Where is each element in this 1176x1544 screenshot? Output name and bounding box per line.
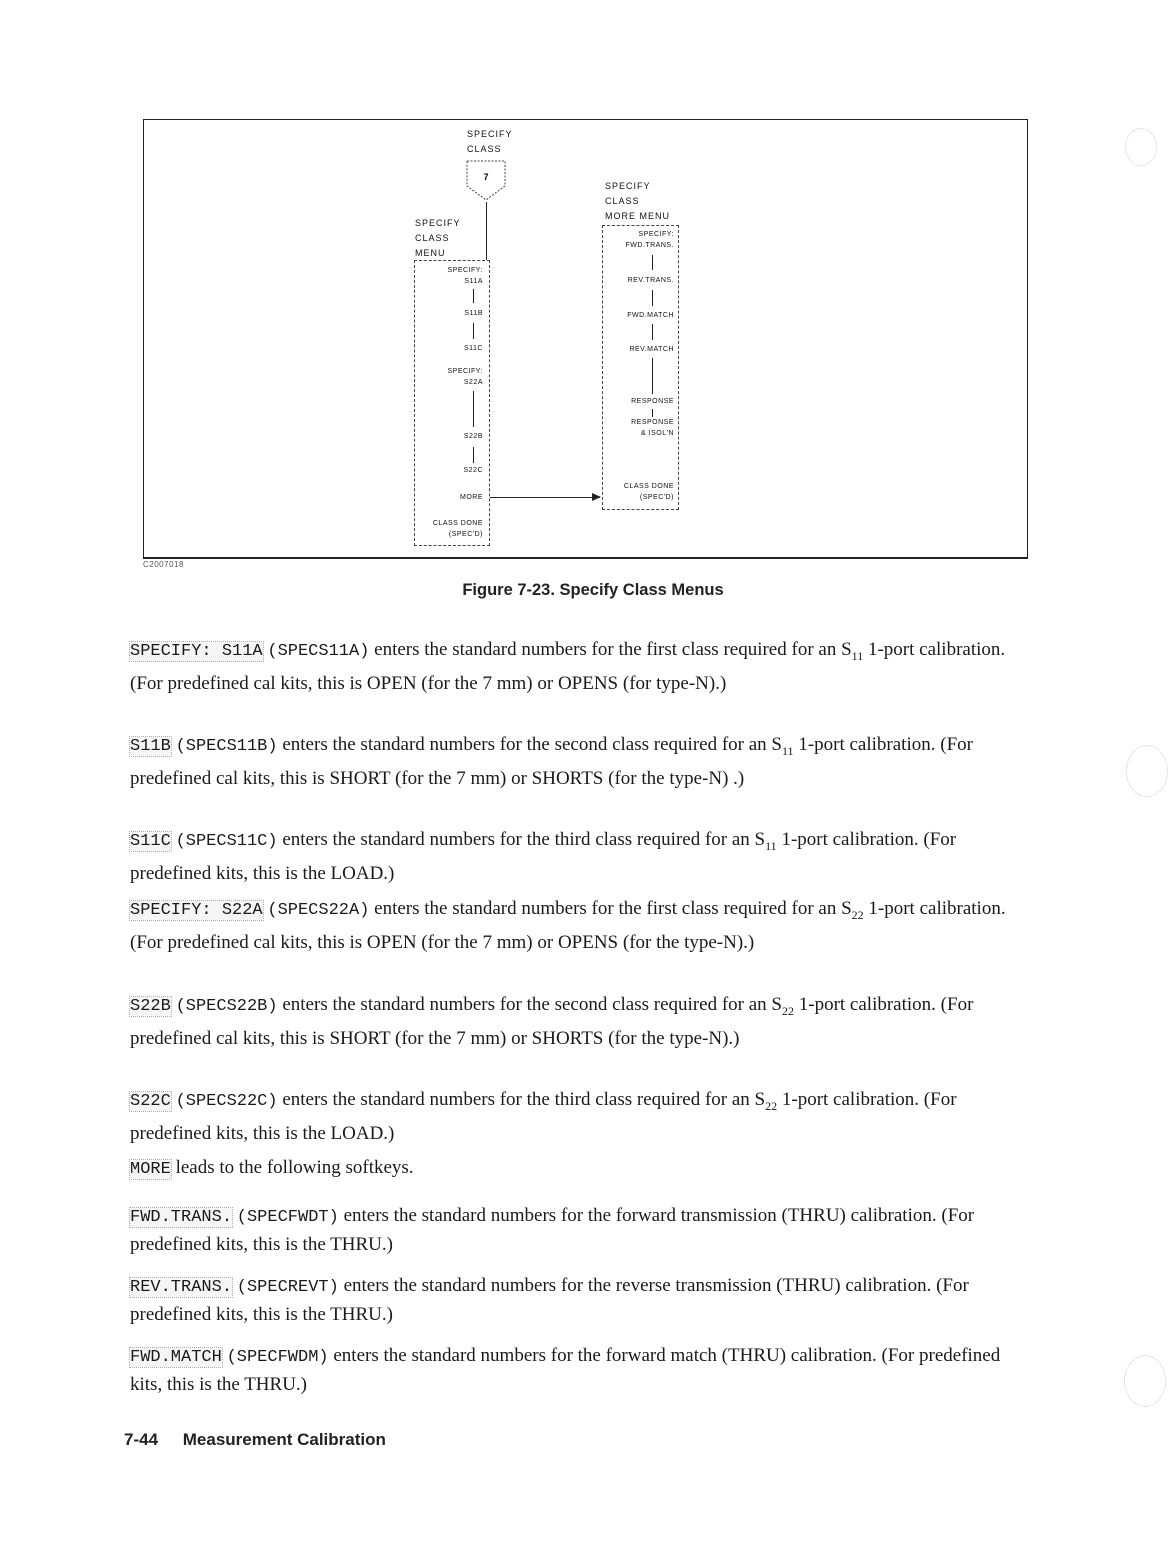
paragraph-text: enters the standard numbers for the second class required for an <box>277 994 772 1015</box>
s-parameter-index: 11 <box>851 648 864 663</box>
class-menu-box <box>414 260 490 546</box>
softkey-s11b[interactable] <box>464 308 483 319</box>
connector-line <box>473 323 474 339</box>
softkey-line2: & ISOL'N <box>641 430 674 437</box>
softkey-line1: SPECIFY: <box>447 368 483 375</box>
command-ref: (SPECS22B) <box>175 997 278 1016</box>
softkey-class-done[interactable] <box>433 518 483 540</box>
connector-line <box>652 324 653 340</box>
softkey-line2: (SPEC'D) <box>639 494 674 501</box>
s-parameter: S <box>771 994 782 1015</box>
s-parameter-index: 11 <box>782 743 794 758</box>
softkey-ref: S11C <box>130 832 171 851</box>
s-parameter: S <box>841 639 852 660</box>
connector-line <box>652 255 653 270</box>
softkey-s22b[interactable] <box>464 431 483 442</box>
more-menu-title-line1: SPECIFY <box>605 181 651 191</box>
paragraph-s22c <box>130 1086 1030 1147</box>
softkey-fwd-match[interactable] <box>627 310 674 321</box>
softkey-ref: MORE <box>130 1160 171 1179</box>
softkey-line2: S11B <box>464 310 483 317</box>
softkey-ref: S22B <box>130 997 171 1016</box>
softkey-line2: S11C <box>464 345 483 352</box>
command-ref: (SPECFWDT) <box>236 1208 339 1227</box>
softkey-specify-fwd-trans[interactable] <box>625 229 674 251</box>
softkey-rev-trans[interactable] <box>628 275 674 286</box>
s-parameter-index: 22 <box>851 907 864 922</box>
softkey-line1: CLASS DONE <box>623 483 674 490</box>
connector-line <box>652 409 653 417</box>
softkey-line2: (SPEC'D) <box>448 531 483 538</box>
softkey-line2: RESPONSE <box>631 398 674 405</box>
figure-frame <box>143 119 1028 559</box>
command-ref: (SPECREVT) <box>236 1278 339 1297</box>
connector-line <box>473 391 474 427</box>
class-menu-title-line2: CLASS <box>415 233 450 243</box>
paragraph-text: 1-port calibration. (For predefined kits, this is the LOAD.) <box>130 829 957 884</box>
command-ref: (SPECS22C) <box>175 1092 278 1111</box>
figure-id-code: C2007018 <box>143 560 184 569</box>
command-ref: (SPECS22A) <box>267 901 370 920</box>
softkey-line2: S22B <box>463 433 483 440</box>
paragraph-text: enters the standard numbers for the third class required for an <box>277 829 755 850</box>
s-parameter-index: 22 <box>782 1003 794 1018</box>
softkey-line2: S11A <box>464 278 483 285</box>
paragraph-text: enters the standard numbers for the first class required for an <box>369 898 842 919</box>
paragraph-more <box>130 1154 1030 1183</box>
softkey-line1: RESPONSE <box>631 419 674 426</box>
s-parameter-index: 11 <box>765 838 777 853</box>
paragraph-s22b <box>130 991 1030 1052</box>
binder-hole-mark <box>1125 128 1157 166</box>
paragraph-specify-s11a <box>130 636 1030 697</box>
class-menu-title-line1: SPECIFY <box>415 218 461 228</box>
paragraph-text: 1-port calibration. (For predefined cal kits, this is OPEN (for the 7 mm) or OPENS (for the type-N).) <box>130 898 1006 953</box>
softkey-line2: S22C <box>463 467 483 474</box>
binder-hole-mark <box>1124 1355 1166 1407</box>
paragraph-specify-s22a <box>130 895 1030 956</box>
connector-line <box>486 202 487 260</box>
figure-caption: Figure 7-23. Specify Class Menus <box>462 581 724 599</box>
softkey-line2: FWD.TRANS. <box>625 242 674 249</box>
softkey-ref: FWD.MATCH <box>130 1348 222 1367</box>
paragraph-fwd-trans <box>130 1202 1030 1258</box>
more-menu-title <box>605 179 670 224</box>
s-parameter: S <box>841 898 852 919</box>
paragraph-text: enters the standard numbers for the forward match (THRU) calibration. (For predefined kits, this is the THRU.) <box>130 1345 1001 1395</box>
class-menu-title <box>415 216 461 261</box>
class-menu-title-line3: MENU <box>415 248 446 258</box>
connector-line <box>652 290 653 306</box>
more-menu-box <box>602 225 679 510</box>
s-parameter: S <box>754 1089 766 1110</box>
softkey-more[interactable] <box>460 492 483 503</box>
softkey-s11c[interactable] <box>464 343 483 354</box>
softkey-response-isoln[interactable] <box>631 417 674 439</box>
hardkey-title-line2: CLASS <box>467 144 502 154</box>
command-ref: (SPECFWDM) <box>226 1348 329 1367</box>
page-footer <box>124 1430 386 1450</box>
paragraph-text: enters the standard numbers for the first class required for an <box>369 639 842 660</box>
softkey-ref: S11B <box>130 737 171 756</box>
command-ref: (SPECS11B) <box>175 737 278 756</box>
softkey-rev-match[interactable] <box>629 344 674 355</box>
connector-line <box>652 358 653 394</box>
arrow-right-icon <box>592 493 602 501</box>
hardkey-title-line1: SPECIFY <box>467 129 513 139</box>
softkey-ref: REV.TRANS. <box>130 1278 233 1297</box>
softkey-line2: REV.MATCH <box>629 346 674 353</box>
softkey-line1: CLASS DONE <box>432 520 483 527</box>
softkey-specify-s22a[interactable] <box>447 366 483 388</box>
s-parameter: S <box>754 829 766 850</box>
softkey-line2: FWD.MATCH <box>627 312 674 319</box>
paragraph-text: 1-port calibration. (For predefined kits, this is the LOAD.) <box>130 1089 957 1144</box>
softkey-ref: SPECIFY: S11A <box>130 642 263 661</box>
paragraph-rev-trans <box>130 1272 1030 1328</box>
softkey-class-done[interactable] <box>624 481 674 503</box>
connector-line <box>473 447 474 463</box>
paragraph-text: enters the standard numbers for the forward transmission (THRU) calibration. (For predefined kits, this is the THRU.) <box>130 1205 975 1255</box>
connector-line <box>473 289 474 303</box>
paragraph-text: enters the standard numbers for the reverse transmission (THRU) calibration. (For predefined kits, this is the THRU.) <box>130 1275 969 1325</box>
softkey-ref: S22C <box>130 1092 171 1111</box>
hardkey-label: 7 <box>483 172 489 182</box>
more-arrow-line <box>490 497 600 498</box>
command-ref: (SPECS11A) <box>267 642 370 661</box>
paragraph-text: leads to the following softkeys. <box>170 1157 414 1178</box>
softkey-ref: FWD.TRANS. <box>130 1208 233 1227</box>
softkey-specify-s11a[interactable] <box>447 265 483 287</box>
hardkey-title <box>467 127 513 157</box>
more-menu-title-line2: CLASS <box>605 196 640 206</box>
softkey-response[interactable] <box>631 396 674 407</box>
softkey-line2: MORE <box>460 494 483 501</box>
more-menu-title-line3: MORE MENU <box>605 211 670 221</box>
paragraph-text: 1-port calibration. (For predefined cal kits, this is OPEN (for the 7 mm) or OPENS (for type-N).) <box>130 639 1006 694</box>
softkey-ref: SPECIFY: S22A <box>130 901 263 920</box>
command-ref: (SPECS11C) <box>175 832 278 851</box>
section-title: Measurement Calibration <box>182 1430 386 1449</box>
page-number: 7-44 <box>124 1430 159 1449</box>
paragraph-text: enters the standard numbers for the third class required for an <box>277 1089 755 1110</box>
paragraph-s11c <box>130 826 1030 887</box>
softkey-line1: SPECIFY: <box>447 267 483 274</box>
paragraph-text: enters the standard numbers for the second class required for an <box>277 734 772 755</box>
paragraph-text: 1-port calibration. (For predefined cal kits, this is SHORT (for the 7 mm) or SHORTS (for the type-N).) <box>130 994 974 1049</box>
softkey-line1: SPECIFY: <box>638 231 674 238</box>
hardkey-7-icon[interactable] <box>466 160 506 202</box>
softkey-line2: S22A <box>463 379 483 386</box>
s-parameter: S <box>771 734 782 755</box>
s-parameter-index: 22 <box>765 1098 778 1113</box>
paragraph-s11b <box>130 731 1030 792</box>
binder-hole-mark <box>1126 745 1168 797</box>
paragraph-fwd-match <box>130 1342 1030 1398</box>
softkey-line2: REV.TRANS. <box>627 277 674 284</box>
softkey-s22c[interactable] <box>463 465 483 476</box>
paragraph-text: 1-port calibration. (For predefined cal kits, this is SHORT (for the 7 mm) or SHORTS (for the type-N) .) <box>130 734 973 789</box>
